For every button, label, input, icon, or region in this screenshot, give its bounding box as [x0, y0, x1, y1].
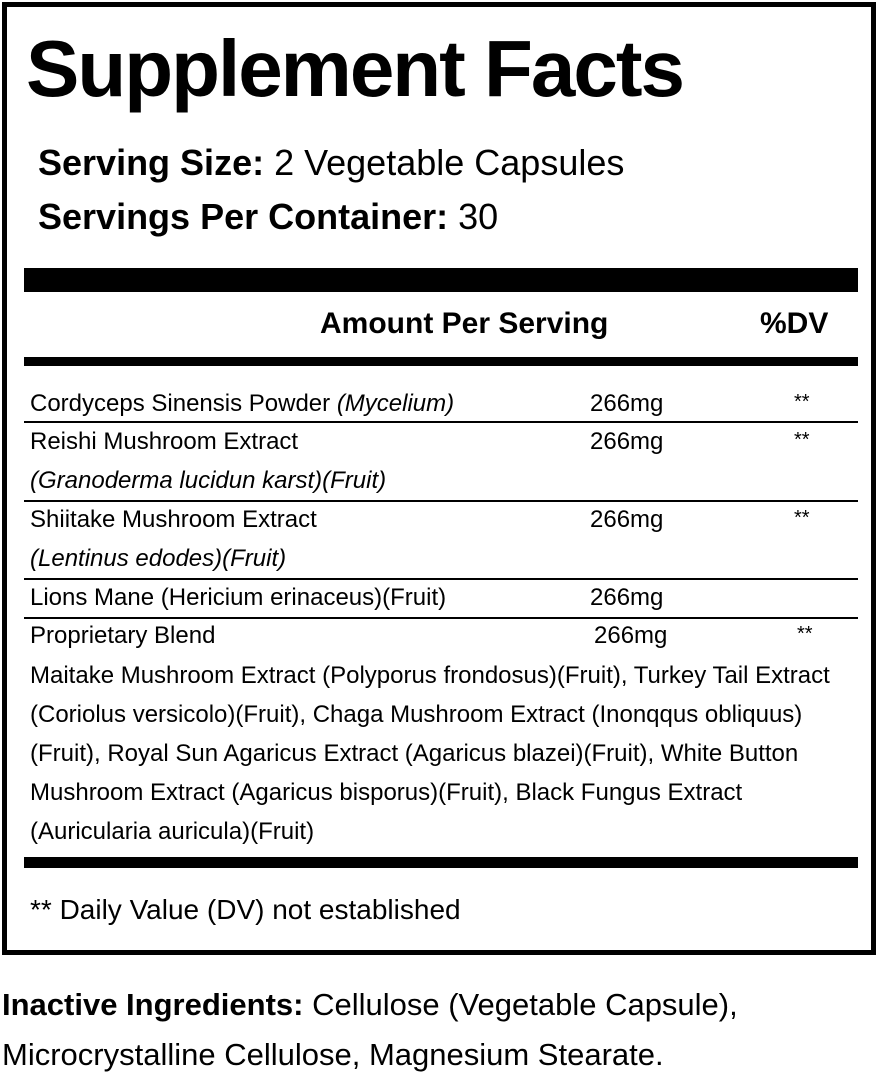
ingredient-shiitake-detail	[30, 544, 286, 574]
ingredient-shiitake: Shiitake Mushroom Extract	[30, 506, 317, 533]
ingredient-reishi-detail	[30, 466, 386, 496]
page-title: Supplement Facts	[26, 24, 684, 113]
ingredient-amount: 266mg	[590, 390, 664, 417]
ingredient-amount: 266mg	[590, 428, 664, 455]
ingredient-lions-mane: Lions Mane (Hericium erinaceus)(Fruit)	[30, 584, 447, 611]
ingredient-detail: (Mycelium)	[336, 390, 455, 417]
ingredient-name: Cordyceps Sinensis Powder	[30, 390, 331, 417]
ingredient-reishi: Reishi Mushroom Extract	[30, 428, 299, 455]
inactive-ingredients-value: Cellulose (Vegetable Capsule), Microcrystalline Cellulose, Magnesium Stearate.	[2, 987, 738, 1072]
ingredient-dv: **	[794, 429, 810, 451]
row-divider	[24, 578, 858, 580]
thick-divider-middle	[24, 357, 858, 366]
daily-value-header: %DV	[760, 307, 829, 340]
ingredient-dv: **	[794, 391, 810, 413]
servings-per-container-value: 30	[458, 196, 499, 237]
ingredient-proprietary-blend: Proprietary Blend	[30, 622, 216, 649]
ingredient-amount: 266mg	[590, 506, 664, 533]
proprietary-blend-description: Maitake Mushroom Extract (Polyporus frondosus)(Fruit), Turkey Tail Extract (Coriolus versicolo)(Fruit), Chaga Mushroom Extract (Inonqqus obliquus)(Fruit), Royal Sun Agaricus Extract (Agaricus blazei)(Fruit), White Button Mushroom Extract (Agaricus bisporus)(Fruit), Black Fungus Extract (Auricularia auricula)(Fruit)	[30, 662, 830, 845]
inactive-ingredients-label: Inactive Ingredients:	[2, 987, 304, 1022]
servings-per-container-label: Servings Per Container:	[38, 196, 449, 237]
serving-size	[38, 142, 624, 184]
ingredient-detail: (Granoderma lucidun karst)(Fruit)	[30, 467, 387, 494]
amount-per-serving-header: Amount Per Serving	[320, 307, 609, 340]
servings-per-container	[38, 196, 498, 238]
thick-divider-bottom	[24, 857, 858, 868]
ingredient-detail: (Lentinus edodes)(Fruit)	[30, 545, 287, 572]
row-divider	[24, 500, 858, 502]
row-divider	[24, 421, 858, 423]
ingredient-dv: **	[797, 623, 813, 645]
serving-size-value: 2 Vegetable Capsules	[274, 142, 625, 183]
serving-size-label: Serving Size:	[38, 142, 265, 183]
ingredient-amount: 266mg	[594, 622, 668, 649]
daily-value-footnote: ** Daily Value (DV) not established	[30, 894, 461, 925]
inactive-ingredients	[2, 980, 886, 1080]
thick-divider-top	[24, 268, 858, 292]
ingredient-cordyceps	[30, 389, 454, 419]
row-divider	[24, 617, 858, 619]
ingredient-dv: **	[794, 507, 810, 529]
ingredient-amount: 266mg	[590, 584, 664, 611]
